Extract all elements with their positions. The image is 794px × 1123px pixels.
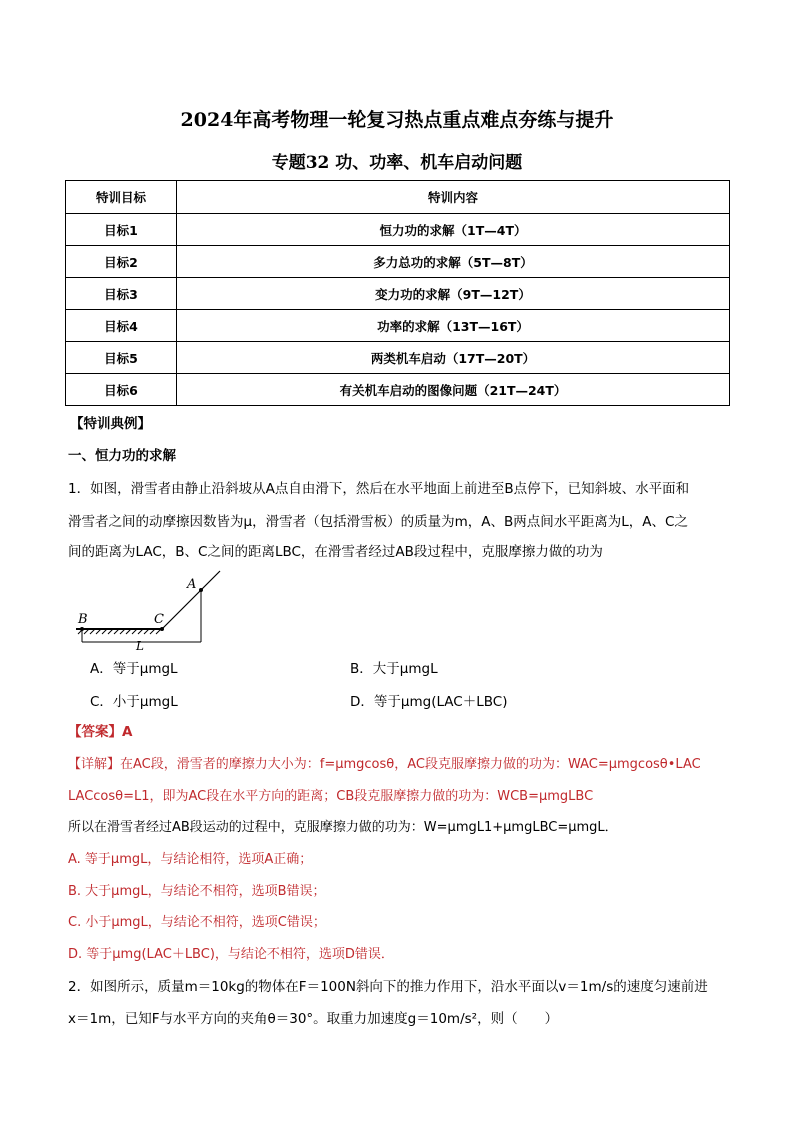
table-cell: 目标5 <box>66 342 177 374</box>
question-1-line-2: 滑雪者之间的动摩擦因数皆为μ，滑雪者（包括滑雪板）的质量为m，A、B两点间水平距离为L，A、C之 <box>68 514 688 530</box>
option-b: B．大于μmgL <box>350 661 438 677</box>
table-cell: 恒力功的求解（1T—4T） <box>177 214 730 246</box>
subsection-heading: 一、恒力功的求解 <box>68 448 176 464</box>
question-2-line-1: 2．如图所示，质量m＝10kg的物体在F＝100N斜向下的推力作用下，沿水平面以v＝1m/s的速度匀速前进 <box>68 979 708 995</box>
question-2-line-2: x＝1m，已知F与水平方向的夹角θ＝30°。取重力加速度g＝10m/s²，则（ ） <box>68 1011 559 1027</box>
table-header: 特训目标 <box>66 181 177 214</box>
incline-figure <box>70 568 230 650</box>
table-header-row <box>66 181 730 214</box>
answer-label: 【答案】A <box>68 724 133 740</box>
question-1-line-3: 间的距离为LAC，B、C之间的距离LBC，在滑雪者经过AB段过程中，克服摩擦力做的功为 <box>68 544 603 560</box>
point-a <box>199 588 203 592</box>
table-cell: 目标1 <box>66 214 177 246</box>
page-title: 2024年高考物理一轮复习热点重点难点夯练与提升 <box>180 109 614 131</box>
label-a: A <box>187 577 197 592</box>
detail-line-1: 【详解】在AC段，滑雪者的摩擦力大小为：f=μmgcosθ，AC段克服摩擦力做的功为：WAC=μmgcosθ•LAC <box>68 757 701 772</box>
label-c: C <box>154 612 164 627</box>
detail-line-4: A. 等于μmgL，与结论相符，选项A正确； <box>68 852 313 867</box>
point-b <box>80 627 84 631</box>
table-header: 特训内容 <box>177 181 730 214</box>
training-goals-table <box>65 180 730 406</box>
option-d: D．等于μmg(LAC＋LBC) <box>350 694 508 710</box>
option-a: A．等于μmgL <box>90 661 178 677</box>
table-cell: 目标6 <box>66 374 177 406</box>
label-b: B <box>78 612 88 627</box>
ground-hatch <box>76 629 162 634</box>
table-cell: 有关机车启动的图像问题（21T—24T） <box>177 374 730 406</box>
table-row <box>66 342 730 374</box>
detail-line-6: C. 小于μmgL，与结论不相符，选项C错误； <box>68 915 326 930</box>
table-row <box>66 278 730 310</box>
table-cell: 目标4 <box>66 310 177 342</box>
table-cell: 目标3 <box>66 278 177 310</box>
table-row <box>66 374 730 406</box>
table-row <box>66 310 730 342</box>
table-row <box>66 214 730 246</box>
option-c: C．小于μmgL <box>90 694 178 710</box>
detail-line-3: 所以在滑雪者经过AB段运动的过程中，克服摩擦力做的功为：W=μmgL1+μmgLBC=μmgL． <box>68 820 618 835</box>
question-1-line-1: 1．如图，滑雪者由静止沿斜坡从A点自由滑下，然后在水平地面上前进至B点停下，已知斜坡、水平面和 <box>68 481 690 497</box>
table-cell: 目标2 <box>66 246 177 278</box>
label-l: L <box>136 639 144 650</box>
page-subtitle: 专题32 功、功率、机车启动问题 <box>271 153 523 173</box>
section-heading: 【特训典例】 <box>70 416 151 432</box>
table-row <box>66 246 730 278</box>
detail-line-2: LACcosθ=L1，即为AC段在水平方向的距离；CB段克服摩擦力做的功为：WCB=μmgLBC <box>68 789 594 804</box>
detail-line-7: D. 等于μmg(LAC＋LBC)，与结论不相符，选项D错误． <box>68 947 394 962</box>
point-c <box>160 627 164 631</box>
table-cell: 功率的求解（13T—16T） <box>177 310 730 342</box>
table-cell: 变力功的求解（9T—12T） <box>177 278 730 310</box>
table-cell: 多力总功的求解（5T—8T） <box>177 246 730 278</box>
table-cell: 两类机车启动（17T—20T） <box>177 342 730 374</box>
detail-line-5: B. 大于μmgL，与结论不相符，选项B错误； <box>68 884 326 899</box>
